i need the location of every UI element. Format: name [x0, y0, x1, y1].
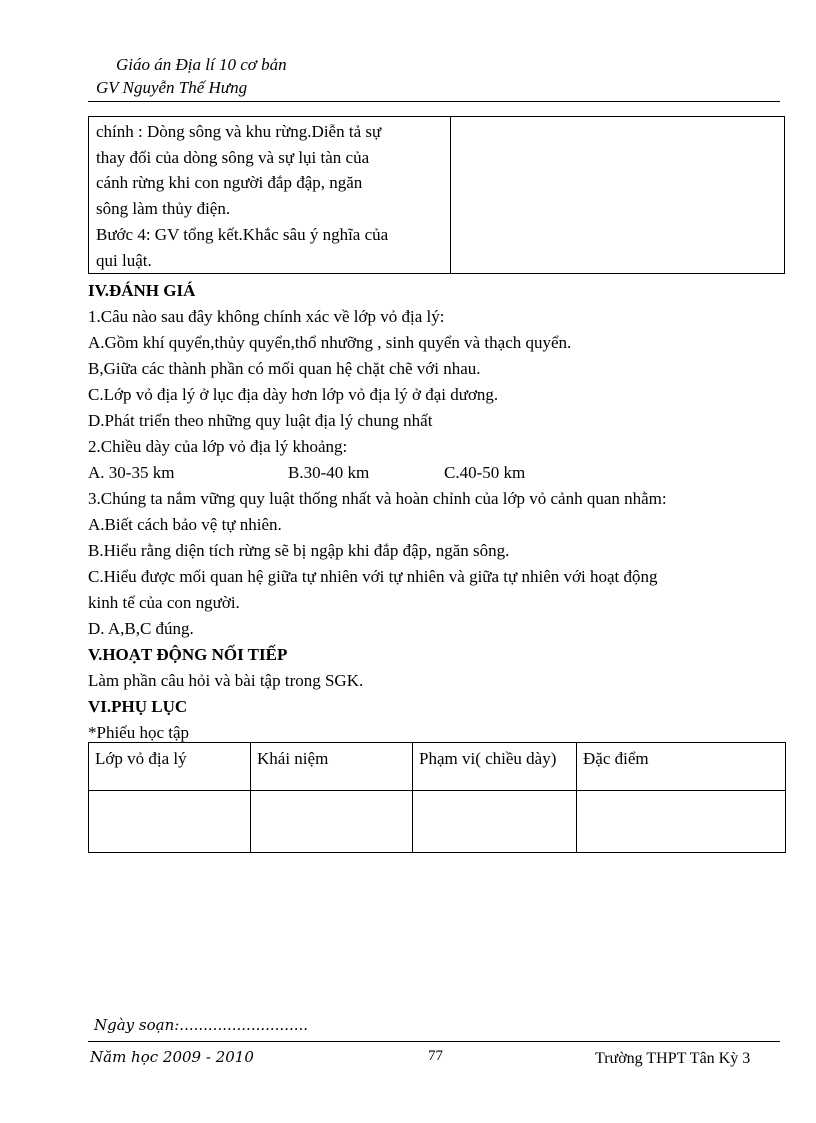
question-2: 2.Chiều dày của lớp vỏ địa lý khoảng:: [88, 437, 348, 456]
activity-line: chính : Dòng sông và khu rừng.Diễn tả sự: [96, 122, 382, 141]
question-2-option-c: C.40-50 km: [444, 463, 526, 482]
worksheet-cell[interactable]: [413, 791, 577, 853]
worksheet-table: [88, 742, 786, 853]
section-heading-appendix: VI.PHỤ LỤC: [88, 697, 188, 716]
follow-up-text: Làm phần câu hỏi và bài tập trong SGK.: [88, 671, 364, 690]
activity-line: cánh rừng khi con người đắp đập, ngăn: [96, 173, 363, 193]
question-2-option-b: B.30-40 km: [288, 463, 370, 482]
section-heading-follow-up: V.HOẠT ĐỘNG NỐI TIẾP: [88, 645, 288, 664]
question-1: 1.Câu nào sau đây không chính xác về lớp vỏ địa lý:: [88, 307, 445, 326]
question-1-option-d: D.Phát triển theo những quy luật địa lý chung nhất: [88, 411, 433, 430]
question-2-option-a: A. 30-35 km: [88, 463, 175, 482]
worksheet-cell[interactable]: [89, 791, 251, 853]
header-subject: Giáo án Địa lí 10 cơ bản: [116, 55, 287, 74]
worksheet-cell[interactable]: [251, 791, 413, 853]
worksheet-cell[interactable]: [577, 791, 786, 853]
section-heading-assessment: IV.ĐÁNH GIÁ: [88, 281, 196, 300]
question-1-option-c: C.Lớp vỏ địa lý ở lục địa dày hơn lớp vỏ địa lý ở đại dương.: [88, 385, 499, 404]
question-1-option-a: A.Gồm khí quyển,thủy quyển,thổ nhưỡng , sinh quyển và thạch quyển.: [88, 333, 572, 352]
activity-line: qui luật.: [96, 250, 152, 270]
activity-cell: [89, 117, 451, 274]
page-number: 77: [428, 1048, 443, 1064]
footer-preparation-date: Ngày soạn:...........................: [94, 1016, 309, 1034]
question-3-option-c: C.Hiểu được mối quan hệ giữa tự nhiên với tự nhiên và giữa tự nhiên với hoạt động: [88, 567, 658, 586]
footer-divider: [88, 1041, 780, 1042]
question-1-option-b: B,Giữa các thành phần có mối quan hệ chặt chẽ với nhau.: [88, 359, 481, 378]
footer-school-name: Trường THPT Tân Kỳ 3: [595, 1050, 751, 1067]
activity-line: thay đổi của dòng sông và sự lụi tàn của: [96, 147, 370, 167]
question-3-option-a: A.Biết cách bảo vệ tự nhiên.: [88, 515, 282, 534]
lesson-body: [88, 278, 788, 746]
header-teacher: GV Nguyễn Thế Hưng: [96, 78, 248, 97]
worksheet-header-layer: Lớp vỏ địa lý: [89, 743, 251, 791]
header-divider: [88, 101, 780, 102]
worksheet-header-features: Đặc điểm: [577, 743, 786, 791]
content-cell: [451, 117, 785, 274]
activity-line: sông làm thủy điện.: [96, 199, 231, 219]
question-3-option-c-cont: kinh tế của con người.: [88, 593, 240, 612]
footer-school-year: Năm học 2009 - 2010: [90, 1048, 254, 1066]
question-3-option-b: B.Hiểu rằng diện tích rừng sẽ bị ngập khi đắp đập, ngăn sông.: [88, 541, 510, 560]
worksheet-label: *Phiếu học tập: [88, 723, 190, 742]
continued-lesson-table: [88, 116, 785, 274]
activity-line: Bước 4: GV tổng kết.Khắc sâu ý nghĩa của: [96, 224, 389, 244]
question-3-option-d: D. A,B,C đúng.: [88, 619, 194, 638]
worksheet-header-concept: Khái niệm: [251, 743, 413, 791]
worksheet-header-scope: Phạm vi( chiều dày): [413, 743, 577, 791]
question-2-options: [88, 460, 788, 486]
question-3: 3.Chúng ta nắm vững quy luật thống nhất và hoàn chỉnh của lớp vỏ cảnh quan nhằm:: [88, 489, 667, 508]
